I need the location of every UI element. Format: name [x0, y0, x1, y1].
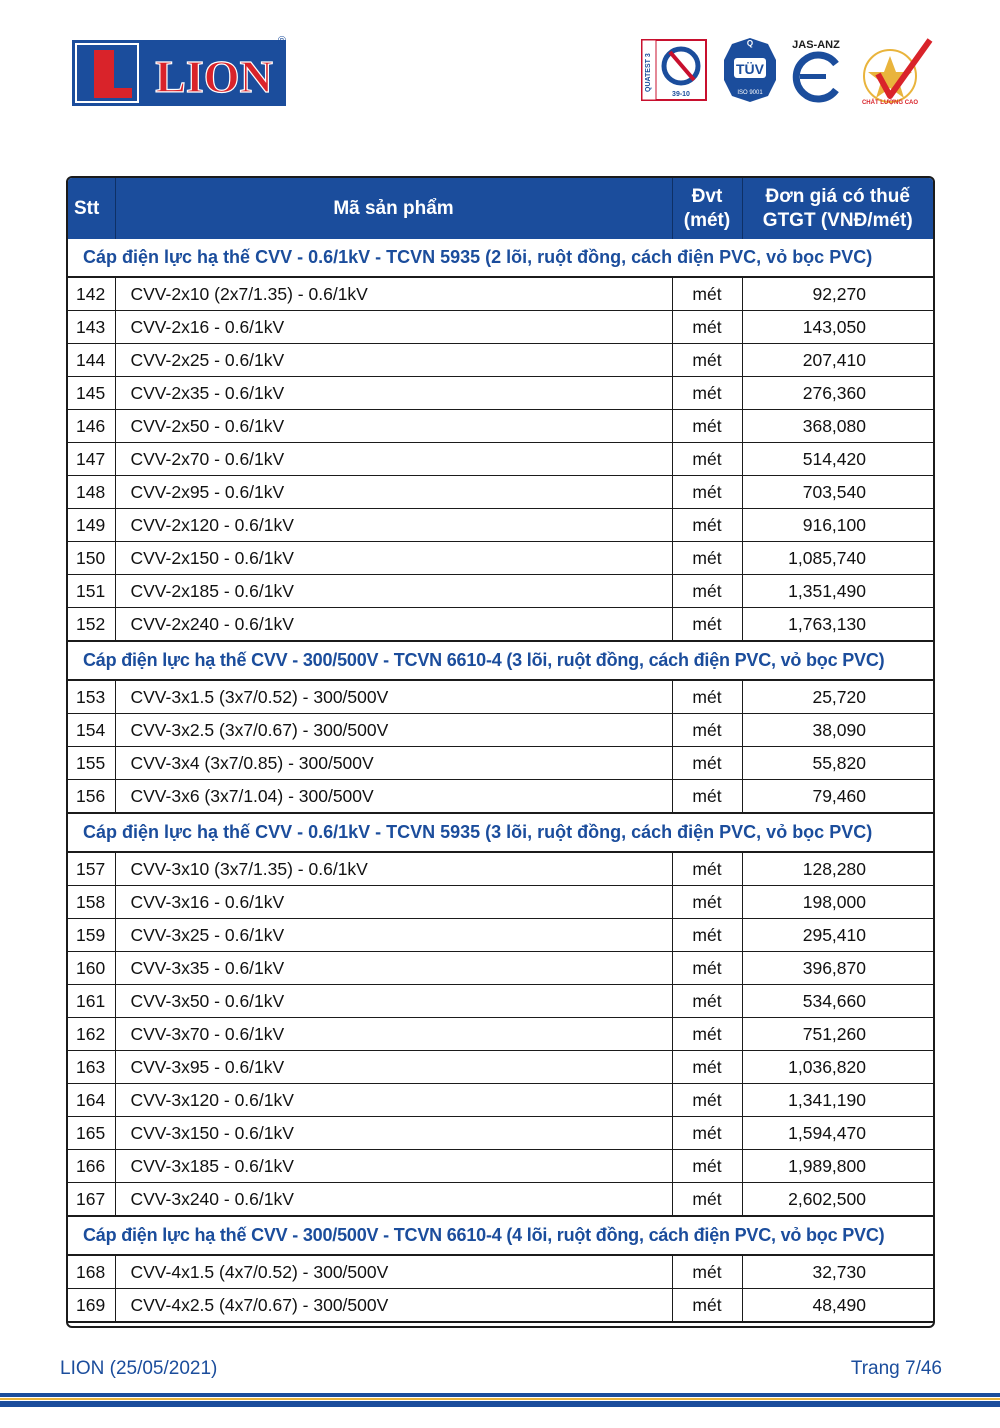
row-price: 207,410 [742, 344, 933, 377]
row-stt: 152 [68, 608, 115, 642]
row-price: 703,540 [742, 476, 933, 509]
row-stt: 156 [68, 780, 115, 814]
footer-stripes [0, 1393, 1000, 1428]
row-price: 48,490 [742, 1289, 933, 1323]
svg-text:39-10: 39-10 [672, 91, 690, 98]
table-row [68, 1150, 933, 1183]
tuv-icon [724, 38, 776, 102]
row-price: 1,594,470 [742, 1117, 933, 1150]
table-body [68, 239, 933, 1322]
row-price: 128,280 [742, 852, 933, 886]
row-unit: mét [672, 575, 742, 608]
header-price-line1: Đơn giá có thuế [765, 185, 910, 207]
svg-text:CHẤT LƯỢNG CAO: CHẤT LƯỢNG CAO [861, 100, 919, 106]
row-stt: 168 [68, 1255, 115, 1289]
section-title: Cáp điện lực hạ thế CVV - 300/500V - TCVN 6610-4 (4 lõi, ruột đồng, cách điện PVC, vỏ bọc PVC) [68, 1216, 933, 1255]
row-unit: mét [672, 780, 742, 814]
row-product-code: CVV-3x2.5 (3x7/0.67) - 300/500V [115, 714, 672, 747]
header-unit-line2: (mét) [683, 209, 731, 231]
row-product-code: CVV-3x185 - 0.6/1kV [115, 1150, 672, 1183]
row-unit: mét [672, 608, 742, 642]
section-title: Cáp điện lực hạ thế CVV - 0.6/1kV - TCVN 5935 (2 lõi, ruột đồng, cách điện PVC, vỏ bọc PVC) [68, 239, 933, 277]
table-row [68, 919, 933, 952]
table-row [68, 344, 933, 377]
row-product-code: CVV-3x4 (3x7/0.85) - 300/500V [115, 747, 672, 780]
row-price: 751,260 [742, 1018, 933, 1051]
row-stt: 150 [68, 542, 115, 575]
row-price: 79,460 [742, 780, 933, 814]
row-stt: 151 [68, 575, 115, 608]
row-product-code: CVV-3x25 - 0.6/1kV [115, 919, 672, 952]
table-row [68, 1117, 933, 1150]
row-unit: mét [672, 886, 742, 919]
row-stt: 147 [68, 443, 115, 476]
row-price: 2,602,500 [742, 1183, 933, 1217]
row-product-code: CVV-2x16 - 0.6/1kV [115, 311, 672, 344]
lion-logo [72, 36, 290, 108]
row-unit: mét [672, 1051, 742, 1084]
row-price: 1,341,190 [742, 1084, 933, 1117]
table-header-row [68, 178, 933, 239]
table-row [68, 377, 933, 410]
row-stt: 148 [68, 476, 115, 509]
row-price: 25,720 [742, 680, 933, 714]
section-header-row [68, 1216, 933, 1255]
table-row [68, 747, 933, 780]
row-stt: 162 [68, 1018, 115, 1051]
row-stt: 153 [68, 680, 115, 714]
row-stt: 149 [68, 509, 115, 542]
row-product-code: CVV-3x95 - 0.6/1kV [115, 1051, 672, 1084]
row-price: 295,410 [742, 919, 933, 952]
row-product-code: CVV-2x25 - 0.6/1kV [115, 344, 672, 377]
row-product-code: CVV-2x185 - 0.6/1kV [115, 575, 672, 608]
row-price: 38,090 [742, 714, 933, 747]
row-product-code: CVV-3x50 - 0.6/1kV [115, 985, 672, 1018]
row-unit: mét [672, 1289, 742, 1323]
table-row [68, 1084, 933, 1117]
row-stt: 143 [68, 311, 115, 344]
table-row [68, 1289, 933, 1323]
row-product-code: CVV-3x35 - 0.6/1kV [115, 952, 672, 985]
row-price: 32,730 [742, 1255, 933, 1289]
row-price: 1,351,490 [742, 575, 933, 608]
table-row [68, 714, 933, 747]
header-unit-line1: Đvt [691, 185, 723, 207]
row-product-code: CVV-2x150 - 0.6/1kV [115, 542, 672, 575]
row-price: 198,000 [742, 886, 933, 919]
section-header-row [68, 239, 933, 277]
row-price: 368,080 [742, 410, 933, 443]
row-product-code: CVV-3x10 (3x7/1.35) - 0.6/1kV [115, 852, 672, 886]
row-unit: mét [672, 476, 742, 509]
row-stt: 163 [68, 1051, 115, 1084]
row-price: 92,270 [742, 277, 933, 311]
row-stt: 144 [68, 344, 115, 377]
footer-date: LION (25/05/2021) [60, 1358, 218, 1379]
row-product-code: CVV-2x35 - 0.6/1kV [115, 377, 672, 410]
svg-text:Q: Q [746, 39, 754, 48]
row-product-code: CVV-3x120 - 0.6/1kV [115, 1084, 672, 1117]
table-row [68, 680, 933, 714]
row-product-code: CVV-2x95 - 0.6/1kV [115, 476, 672, 509]
row-stt: 157 [68, 852, 115, 886]
row-unit: mét [672, 714, 742, 747]
row-price: 534,660 [742, 985, 933, 1018]
svg-text:JAS-ANZ: JAS-ANZ [792, 39, 840, 51]
svg-text:QUATEST 3: QUATEST 3 [645, 53, 652, 92]
table-row [68, 575, 933, 608]
section-header-row [68, 641, 933, 680]
row-product-code: CVV-3x6 (3x7/1.04) - 300/500V [115, 780, 672, 814]
row-price: 514,420 [742, 443, 933, 476]
row-product-code: CVV-4x2.5 (4x7/0.67) - 300/500V [115, 1289, 672, 1323]
row-product-code: CVV-2x70 - 0.6/1kV [115, 443, 672, 476]
row-unit: mét [672, 952, 742, 985]
row-price: 55,820 [742, 747, 933, 780]
row-unit: mét [672, 311, 742, 344]
row-unit: mét [672, 1150, 742, 1183]
table-row [68, 852, 933, 886]
row-stt: 145 [68, 377, 115, 410]
jas-anz-icon [792, 39, 840, 99]
row-stt: 161 [68, 985, 115, 1018]
row-stt: 165 [68, 1117, 115, 1150]
row-unit: mét [672, 1117, 742, 1150]
table-row [68, 1018, 933, 1051]
svg-text:TÜV: TÜV [736, 61, 764, 77]
row-price: 143,050 [742, 311, 933, 344]
row-stt: 169 [68, 1289, 115, 1323]
row-product-code: CVV-2x50 - 0.6/1kV [115, 410, 672, 443]
price-table [68, 178, 933, 1323]
table-row [68, 443, 933, 476]
header-price [742, 178, 933, 239]
footer-page-number: Trang 7/46 [850, 1358, 942, 1379]
row-product-code: CVV-2x240 - 0.6/1kV [115, 608, 672, 642]
section-title: Cáp điện lực hạ thế CVV - 300/500V - TCVN 6610-4 (3 lõi, ruột đồng, cách điện PVC, vỏ bọc PVC) [68, 641, 933, 680]
header-unit [672, 178, 742, 239]
row-stt: 167 [68, 1183, 115, 1217]
row-stt: 142 [68, 277, 115, 311]
row-price: 1,763,130 [742, 608, 933, 642]
row-unit: mét [672, 410, 742, 443]
table-row [68, 886, 933, 919]
table-row [68, 952, 933, 985]
row-stt: 164 [68, 1084, 115, 1117]
row-unit: mét [672, 852, 742, 886]
table-row [68, 410, 933, 443]
registered-mark: ® [277, 36, 286, 47]
logo-text: LION [155, 51, 273, 102]
row-unit: mét [672, 377, 742, 410]
row-unit: mét [672, 443, 742, 476]
table-row [68, 509, 933, 542]
certification-badges [640, 34, 940, 106]
svg-text:ISO 9001: ISO 9001 [737, 90, 763, 96]
row-unit: mét [672, 919, 742, 952]
table-row [68, 311, 933, 344]
header-price-line2: GTGT (VNĐ/mét) [762, 209, 913, 231]
row-stt: 159 [68, 919, 115, 952]
row-unit: mét [672, 1255, 742, 1289]
hvnclc-icon [862, 40, 930, 106]
row-unit: mét [672, 985, 742, 1018]
row-stt: 166 [68, 1150, 115, 1183]
row-price: 276,360 [742, 377, 933, 410]
table-row [68, 277, 933, 311]
row-product-code: CVV-4x1.5 (4x7/0.52) - 300/500V [115, 1255, 672, 1289]
row-stt: 160 [68, 952, 115, 985]
row-price: 396,870 [742, 952, 933, 985]
row-product-code: CVV-3x150 - 0.6/1kV [115, 1117, 672, 1150]
row-unit: mét [672, 509, 742, 542]
table-row [68, 1183, 933, 1217]
row-product-code: CVV-3x16 - 0.6/1kV [115, 886, 672, 919]
row-unit: mét [672, 680, 742, 714]
table-row [68, 985, 933, 1018]
section-title: Cáp điện lực hạ thế CVV - 0.6/1kV - TCVN 5935 (3 lõi, ruột đồng, cách điện PVC, vỏ bọc PVC) [68, 813, 933, 852]
row-stt: 155 [68, 747, 115, 780]
table-row [68, 542, 933, 575]
row-product-code: CVV-3x70 - 0.6/1kV [115, 1018, 672, 1051]
row-unit: mét [672, 277, 742, 311]
row-price: 1,989,800 [742, 1150, 933, 1183]
row-unit: mét [672, 1018, 742, 1051]
row-price: 1,085,740 [742, 542, 933, 575]
row-price: 1,036,820 [742, 1051, 933, 1084]
table-row [68, 780, 933, 814]
header-stt: Stt [68, 178, 115, 239]
row-product-code: CVV-2x120 - 0.6/1kV [115, 509, 672, 542]
table-row [68, 476, 933, 509]
row-unit: mét [672, 1183, 742, 1217]
price-table-container [66, 176, 935, 1328]
row-stt: 158 [68, 886, 115, 919]
table-row [68, 1051, 933, 1084]
row-unit: mét [672, 344, 742, 377]
row-unit: mét [672, 542, 742, 575]
table-row [68, 608, 933, 642]
row-product-code: CVV-2x10 (2x7/1.35) - 0.6/1kV [115, 277, 672, 311]
section-header-row [68, 813, 933, 852]
header-product: Mã sản phẩm [115, 178, 672, 239]
table-row [68, 1255, 933, 1289]
row-unit: mét [672, 747, 742, 780]
quatest-icon [642, 40, 706, 100]
row-price: 916,100 [742, 509, 933, 542]
row-stt: 154 [68, 714, 115, 747]
row-stt: 146 [68, 410, 115, 443]
row-product-code: CVV-3x240 - 0.6/1kV [115, 1183, 672, 1217]
row-product-code: CVV-3x1.5 (3x7/0.52) - 300/500V [115, 680, 672, 714]
row-unit: mét [672, 1084, 742, 1117]
